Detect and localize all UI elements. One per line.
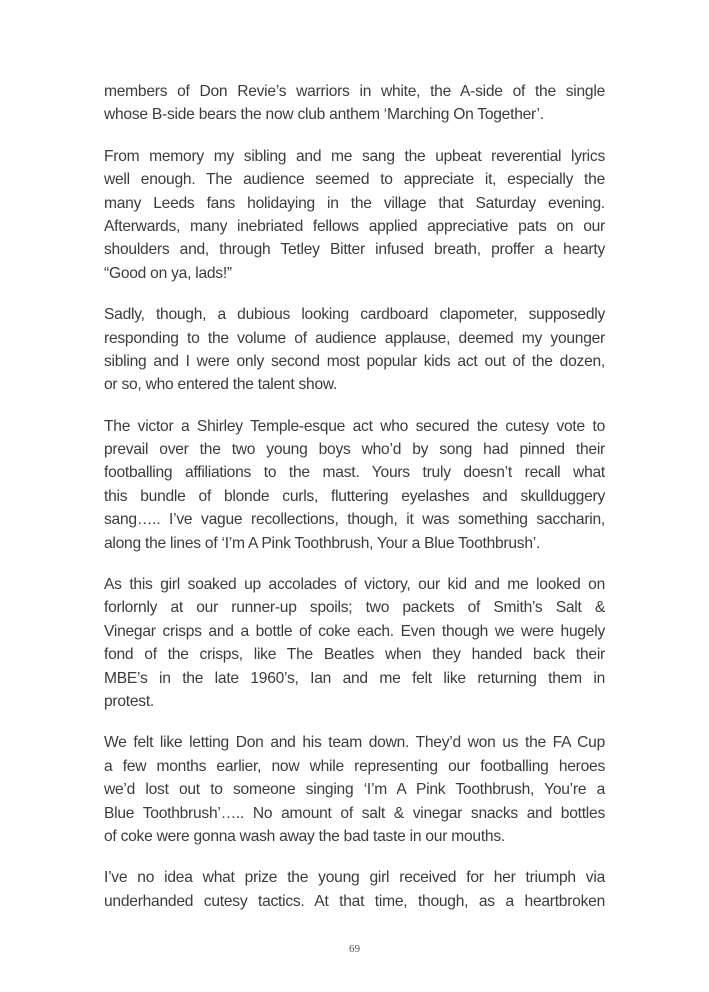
text-line: We felt like letting Don and his team down. They’d won us the FA Cup [104, 734, 605, 752]
text-line: As this girl soaked up accolades of victory, our kid and me looked on [104, 576, 605, 594]
text-line: forlornly at our runner-up spoils; two packets of Smith’s Salt & [104, 599, 605, 617]
paragraph [104, 866, 605, 913]
paragraph [104, 415, 605, 555]
text-line: Afterwards, many inebriated fellows applied appreciative pats on our [104, 217, 605, 235]
text-line: a few months earlier, now while representing our footballing heroes [104, 757, 605, 775]
text-line: prevail over the two young boys who’d by song had pinned their [104, 441, 605, 459]
text-line: Blue Toothbrush’….. No amount of salt & vinegar snacks and bottles [104, 804, 605, 822]
text-line: responding to the volume of audience applause, deemed my younger [104, 329, 605, 347]
text-line: or so, who entered the talent show. [104, 376, 338, 394]
text-line: fond of the crisps, like The Beatles when they handed back their [104, 646, 605, 664]
text-line: well enough. The audience seemed to appreciate it, especially the [104, 171, 605, 189]
text-line: Sadly, though, a dubious looking cardboard clapometer, supposedly [104, 306, 605, 324]
text-line: sang….. I’ve vague recollections, though, it was something saccharin, [104, 511, 605, 529]
text-line: of coke were gonna wash away the bad taste in our mouths. [104, 827, 505, 845]
text-line: I’ve no idea what prize the young girl received for her triumph via [104, 869, 605, 887]
paragraph [104, 573, 605, 713]
text-line: underhanded cutesy tactics. At that time, though, as a heartbroken [104, 892, 605, 910]
paragraph [104, 303, 605, 397]
text-line: From memory my sibling and me sang the upbeat reverential lyrics [104, 147, 605, 165]
text-line: “Good on ya, lads!” [104, 264, 232, 282]
text-line: shoulders and, through Tetley Bitter infused breath, proffer a hearty [104, 241, 605, 259]
paragraph [104, 80, 605, 127]
text-line: Vinegar crisps and a bottle of coke each. Even though we were hugely [104, 622, 605, 640]
paragraph [104, 145, 605, 285]
text-line: many Leeds fans holidaying in the village that Saturday evening. [104, 194, 605, 212]
text-line: this bundle of blonde curls, fluttering eyelashes and skullduggery [104, 487, 605, 505]
text-line: members of Don Revie’s warriors in white, the A-side of the single [104, 83, 605, 100]
text-line: protest. [104, 692, 155, 710]
paragraph [104, 731, 605, 848]
text-line: sibling and I were only second most popular kids act out of the dozen, [104, 352, 605, 370]
text-line: we’d lost out to someone singing ‘I’m A Pink Toothbrush, You’re a [104, 781, 605, 799]
text-line: MBE’s in the late 1960’s, Ian and me felt like returning them in [104, 669, 605, 687]
text-line: whose B-side bears the now club anthem ‘Marching On Together’. [104, 106, 544, 124]
body-text [104, 80, 605, 931]
page-number: 69 [349, 943, 360, 955]
text-line: The victor a Shirley Temple-esque act who secured the cutesy vote to [104, 417, 605, 435]
text-line: along the lines of ‘I’m A Pink Toothbrush, Your a Blue Toothbrush’. [104, 534, 541, 552]
text-line: footballing affiliations to the mast. Yours truly doesn’t recall what [104, 464, 605, 482]
